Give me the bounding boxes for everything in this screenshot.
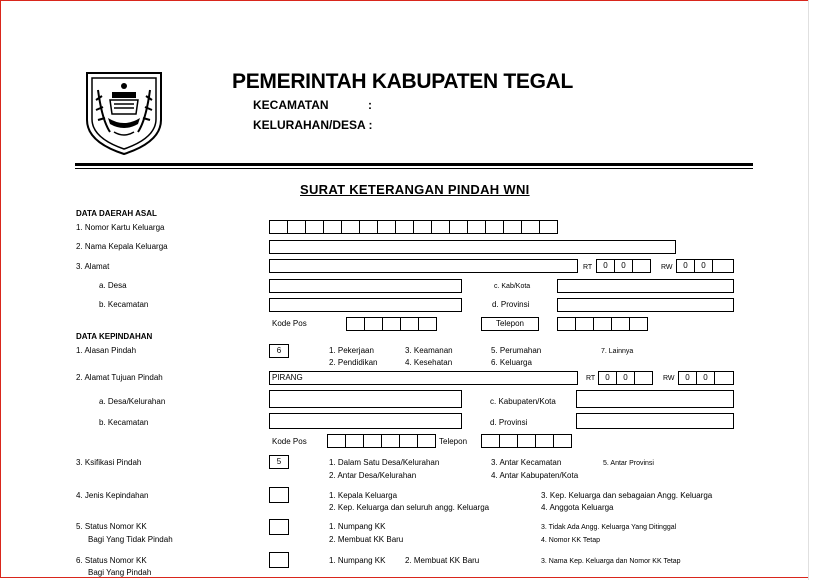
status1-opt-4: 4. Nomor KK Tetap xyxy=(541,537,601,544)
kelurahan-label: KELURAHAN/DESA : xyxy=(253,118,373,132)
label-alasan: 1. Alasan Pindah xyxy=(76,346,137,355)
header-rule-thin xyxy=(75,168,753,169)
asal-kecamatan-field[interactable] xyxy=(269,298,462,312)
alasan-opt-3: 3. Keamanan xyxy=(405,346,453,355)
alamat-field[interactable] xyxy=(269,259,578,273)
tujuan-rt-1[interactable]: 0 xyxy=(598,371,617,385)
label-no-kk: 1. Nomor Kartu Keluarga xyxy=(76,223,165,232)
tujuan-kodepos-cells[interactable] xyxy=(327,434,435,448)
label-tujuan-desa: a. Desa/Kelurahan xyxy=(99,397,166,406)
tujuan-rw-1[interactable]: 0 xyxy=(678,371,697,385)
asal-rt-label: RT xyxy=(583,264,593,271)
tujuan-desa-field[interactable] xyxy=(269,390,462,408)
status-kk-pindah-field[interactable] xyxy=(269,552,289,568)
asal-telepon-cells[interactable] xyxy=(557,317,647,331)
no-kk-cells[interactable] xyxy=(269,220,557,234)
tujuan-rw-3[interactable] xyxy=(714,371,734,385)
section-asal: DATA DAERAH ASAL xyxy=(76,209,157,218)
label-tujuan-provinsi: d. Provinsi xyxy=(490,418,528,427)
label-status-kk-pindah-sub: Bagi Yang Pindah xyxy=(88,568,152,577)
label-nama-kepala: 2. Nama Kepala Keluarga xyxy=(76,242,168,251)
alasan-opt-2: 2. Pendidikan xyxy=(329,358,378,367)
label-klasifikasi: 3. Ksifikasi Pindah xyxy=(76,458,142,467)
tujuan-rw-label: RW xyxy=(663,375,675,382)
label-status-kk-tidak-pindah: 5. Status Nomor KK xyxy=(76,522,147,531)
alasan-opt-7: 7. Lainnya xyxy=(601,348,634,355)
tujuan-rt-label: RT xyxy=(586,375,596,382)
asal-rt-3[interactable] xyxy=(632,259,651,273)
tujuan-rw-2[interactable]: 0 xyxy=(696,371,715,385)
label-asal-kodepos: Kode Pos xyxy=(272,319,307,328)
alasan-opt-4: 4. Kesehatan xyxy=(405,358,453,367)
klasifikasi-opt-1: 1. Dalam Satu Desa/Kelurahan xyxy=(329,458,440,467)
asal-rw-1[interactable]: 0 xyxy=(676,259,695,273)
tegal-emblem-icon xyxy=(84,70,164,156)
status2-opt-2: 2. Membuat KK Baru xyxy=(405,556,480,565)
alamat-tujuan-field[interactable]: PIRANG xyxy=(269,371,578,385)
tujuan-rt-3[interactable] xyxy=(634,371,653,385)
label-status-kk-tidak-pindah-sub: Bagi Yang Tidak Pindah xyxy=(88,535,173,544)
label-status-kk-pindah: 6. Status Nomor KK xyxy=(76,556,147,565)
jenis-opt-2: 2. Kep. Keluarga dan seluruh angg. Keluarga xyxy=(329,503,490,512)
asal-rw-label: RW xyxy=(661,264,673,271)
label-alamat-tujuan: 2. Alamat Tujuan Pindah xyxy=(76,373,163,382)
jenis-field[interactable] xyxy=(269,487,289,503)
document-title: SURAT KETERANGAN PINDAH WNI xyxy=(300,182,530,197)
kecamatan-colon: : xyxy=(368,98,372,112)
asal-telepon-label: Telepon xyxy=(481,317,539,331)
tujuan-kecamatan-field[interactable] xyxy=(269,413,462,429)
klasifikasi-value[interactable]: 5 xyxy=(269,455,289,469)
label-asal-kecamatan: b. Kecamatan xyxy=(99,300,149,309)
klasifikasi-opt-3: 3. Antar Kecamatan xyxy=(491,458,562,467)
asal-desa-field[interactable] xyxy=(269,279,462,293)
tujuan-telepon-cells[interactable] xyxy=(481,434,571,448)
section-kepindahan: DATA KEPINDAHAN xyxy=(76,332,153,341)
tujuan-rt-2[interactable]: 0 xyxy=(616,371,635,385)
alasan-opt-5: 5. Perumahan xyxy=(491,346,542,355)
alasan-opt-1: 1. Pekerjaan xyxy=(329,346,374,355)
label-asal-kab: c. Kab/Kota xyxy=(494,283,531,290)
status2-opt-1: 1. Numpang KK xyxy=(329,556,386,565)
kecamatan-label: KECAMATAN xyxy=(253,98,329,112)
label-tujuan-kecamatan: b. Kecamatan xyxy=(99,418,149,427)
label-asal-desa: a. Desa xyxy=(99,281,127,290)
nama-kepala-field[interactable] xyxy=(269,240,676,254)
jenis-opt-1: 1. Kepala Keluarga xyxy=(329,491,398,500)
tujuan-kab-field[interactable] xyxy=(576,390,734,408)
asal-rt-2[interactable]: 0 xyxy=(614,259,633,273)
klasifikasi-opt-4: 4. Antar Kabupaten/Kota xyxy=(491,471,579,480)
asal-rt-1[interactable]: 0 xyxy=(596,259,615,273)
header-rule xyxy=(75,163,753,166)
label-tujuan-kab: c. Kabupaten/Kota xyxy=(490,397,556,406)
status-kk-tidak-pindah-field[interactable] xyxy=(269,519,289,535)
government-title: PEMERINTAH KABUPATEN TEGAL xyxy=(232,70,574,93)
asal-kodepos-cells[interactable] xyxy=(346,317,436,331)
asal-provinsi-field[interactable] xyxy=(557,298,734,312)
status1-opt-2: 2. Membuat KK Baru xyxy=(329,535,404,544)
label-tujuan-kodepos: Kode Pos xyxy=(272,437,307,446)
page-edge xyxy=(808,0,831,580)
asal-rw-2[interactable]: 0 xyxy=(694,259,713,273)
label-asal-provinsi: d. Provinsi xyxy=(492,300,530,309)
jenis-opt-4: 4. Anggota Keluarga xyxy=(541,503,614,512)
status2-opt-3: 3. Nama Kep. Keluarga dan Nomor KK Tetap xyxy=(541,558,681,565)
alasan-value[interactable]: 6 xyxy=(269,344,289,358)
label-jenis: 4. Jenis Kepindahan xyxy=(76,491,149,500)
tujuan-provinsi-field[interactable] xyxy=(576,413,734,429)
label-tujuan-telepon: Telepon xyxy=(439,437,468,446)
label-alamat: 3. Alamat xyxy=(76,262,110,271)
status1-opt-3: 3. Tidak Ada Angg. Keluarga Yang Ditinggal xyxy=(541,524,677,531)
klasifikasi-opt-5: 5. Antar Provinsi xyxy=(603,460,654,467)
asal-rw-3[interactable] xyxy=(712,259,734,273)
asal-kab-field[interactable] xyxy=(557,279,734,293)
klasifikasi-opt-2: 2. Antar Desa/Kelurahan xyxy=(329,471,417,480)
jenis-opt-3: 3. Kep. Keluarga dan sebagaian Angg. Keluarga xyxy=(541,491,713,500)
alasan-opt-6: 6. Keluarga xyxy=(491,358,532,367)
status1-opt-1: 1. Numpang KK xyxy=(329,522,386,531)
